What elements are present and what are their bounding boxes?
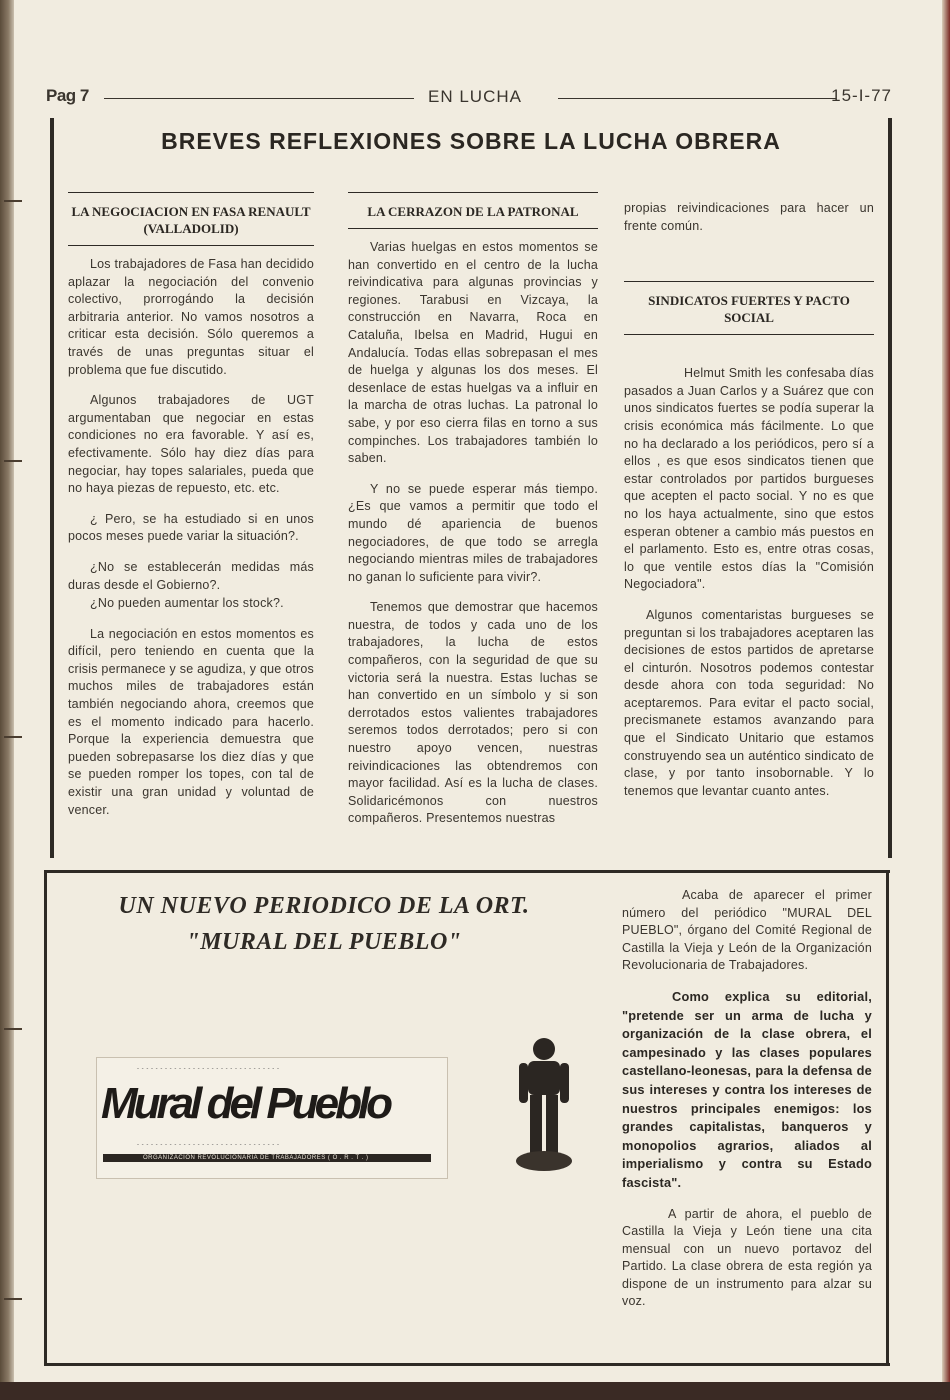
- paragraph: Algunos trabajadores de UGT argumentaban que negociar en estas condiciones no era favorable. Y así es, efectivamente. Sólo hay diez días para negociar, hay topes salariales, pueda que no haya piezas de repuesto, etc. etc.: [68, 393, 314, 496]
- newspaper-masthead-image: [96, 1057, 448, 1179]
- paragraph: Los trabajadores de Fasa han decidido aplazar la negociación del convenio colectivo, prorrogándo la decisión arbitraria anterior. No vamos nosotros a criticar esta decisión. Sólo queremos a través de unas preguntas situar el problema que fue discutido.: [68, 257, 314, 377]
- box-border-left: [50, 118, 54, 858]
- box-border-right: [886, 873, 889, 1363]
- page-edge: [942, 0, 950, 1400]
- issue-date: 15-I-77: [831, 86, 892, 105]
- paragraph: Helmut Smith les confesaba días pasados a Juan Carlos y a Suárez que con unos sindicatos fuertes se podía superar la crisis económica más fácilmente. Lo que no ha declarado a los periódicos, pero sí a ellos , es que esos sindicatos tienen que estar controlados por partidos burgueses que acepten el pacto social. Y no es que no los haya actualmente, sino que estos esperan obtener a cambio más puestos en el parlamento. Esto es, entre otras cosas, lo que ventile estos días la "Comisión Negociadora".: [624, 366, 874, 592]
- editorial-quote: Como explica su editorial, "pretende ser un arma de lucha y organización de la clase obrera, el campesinado y las clases populares castellano-leonesas, para la defensa de sus intereses y contra los intereses de nuestros principales enemigos: los grandes capitalistas, banqueros y monopolios agrarios, aliados al imperialismo y contra su Estado fascista".: [622, 988, 872, 1190]
- paragraph: ¿No se establecerán medidas más duras desde el Gobierno?.: [68, 559, 314, 592]
- paragraph: ¿ Pero, se ha estudiado si en unos pocos meses puede variar la situación?.: [68, 511, 314, 544]
- header-rule: [104, 98, 414, 99]
- page-bottom-edge: [0, 1382, 950, 1400]
- column-patronal: [348, 192, 598, 841]
- worker-figure-icon: [514, 1033, 574, 1173]
- header-rule: [558, 98, 836, 99]
- binding-hole: [4, 460, 22, 462]
- paragraph-continuation: propias reivindicaciones para hacer un frente común.: [624, 201, 874, 233]
- binding-hole: [4, 200, 22, 202]
- new-newspaper-section: [44, 870, 890, 1366]
- column-sindicatos: [624, 200, 874, 813]
- reflections-section: [52, 118, 890, 858]
- binding-hole: [4, 1028, 22, 1030]
- paragraph: Varias huelgas en estos momentos se han convertido en el centro de la lucha reivindicativa para algunas provincias y regiones. Tarabusi en Vizcaya, la construcción en Navarra, Roca en Cataluña, Ibelsa en Madrid, Hugui en Andalucía. Todas ellas sobrepasan el mes de huelga y algunas los dos meses. El desenlace de estas huelgas va a influir en la marcha de otras luchas. La patronal lo sabe, y por eso cierra filas en torno a sus compinches. Los trabajadores también lo saben.: [348, 240, 598, 466]
- masthead-top-line: - - - - - - - - - - - - - - - - - - - - - - - - - - - - - - -: [137, 1066, 280, 1072]
- column-heading: SINDICATOS FUERTES Y PACTO SOCIAL: [624, 281, 874, 335]
- paragraph: Acaba de aparecer el primer número del periódico "MURAL DEL PUEBLO", órgano del Comité Regional de Castilla la Vieja y León de la Organización Revolucionaria de Trabajadores.: [622, 888, 872, 973]
- publication-name: EN LUCHA: [428, 87, 522, 106]
- paragraph: ¿No pueden aumentar los stock?.: [90, 596, 284, 611]
- section-title: BREVES REFLEXIONES SOBRE LA LUCHA OBRERA: [161, 128, 781, 154]
- column-heading: LA NEGOCIACION EN FASA RENAULT (VALLADOLID): [68, 192, 314, 246]
- masthead-bar-text: ORGANIZACION REVOLUCIONARIA DE TRABAJADORES ( O . R . T . ): [143, 1155, 369, 1161]
- masthead-sub-line: - - - - - - - - - - - - - - - - - - - - - - - - - - - - - - -: [137, 1142, 280, 1148]
- page-number: Pag 7: [46, 86, 89, 105]
- paragraph: La negociación en estos momentos es difícil, pero teniendo en cuenta que la crisis permanece y se agudiza, y que otros muchos miles de trabajadores están también negociando ahora, creemos que es el momento indicado para hacerlo. Porque la experiencia demuestra que pueden sobrepasarse los diez días y que se pueden romper los topes, con tal de existir una gran unidad y voluntad de vencer.: [68, 626, 314, 817]
- book-binding: [0, 0, 14, 1400]
- binding-hole: [4, 1298, 22, 1300]
- promo-subtitle: "MURAL DEL PUEBLO": [186, 929, 462, 955]
- column-fasa-renault: [68, 192, 314, 832]
- paragraph: A partir de ahora, el pueblo de Castilla la Vieja y León tiene una cita mensual con un nuevo portavoz del Partido. La clase obrera de esta región ya dispone de un instrumento para alzar su voz.: [622, 1206, 872, 1309]
- paragraph: Y no se puede esperar más tiempo. ¿Es que vamos a permitir que todo el mundo dé apariencia de buenos negociadores, de que todo se arregla negociando mientras miles de trabajadores no ganan lo suficiente para vivir?.: [348, 481, 598, 584]
- box-border-right: [888, 118, 892, 858]
- binding-hole: [4, 736, 22, 738]
- column-heading: LA CERRAZON DE LA PATRONAL: [348, 192, 598, 229]
- promo-title: UN NUEVO PERIODICO DE LA ORT.: [118, 893, 530, 919]
- masthead-logo: Mural del Pueblo: [101, 1079, 390, 1128]
- page-header: [46, 86, 892, 110]
- paragraph: Algunos comentaristas burgueses se preguntan si los trabajadores aceptaren las decisiones de estos partidos de apretarse el cinturón. Nosotros podemos contestar desde ahora con toda seguridad: No aceptaremos. Para evitar el pacto social, precismanete estamos avanzando para que el Sindicato Unitario que estamos construyendo sea un auténtico sindicato de clase, y por tanto insobornable. Y lo tenemos que levantar cuanto antes.: [624, 607, 874, 798]
- newspaper-announcement-text: [622, 887, 872, 1324]
- paragraph: Tenemos que demostrar que hacemos nuestra, de todos y cada uno de los trabajadores, la lucha de estos compañeros, con la seguridad de que su victoria será la nuestra. Estas luchas se han convertido en un símbolo y si son derrotados estos valientes trabajadores seremos todos derrotados; pero si con nuestro apoyo vencen, nuestras reivindicaciones las obtendremos con mayor facilidad. Así es la lucha de clases. Solidaricémonos con nuestros compañeros. Presentemos nuestras: [348, 600, 598, 826]
